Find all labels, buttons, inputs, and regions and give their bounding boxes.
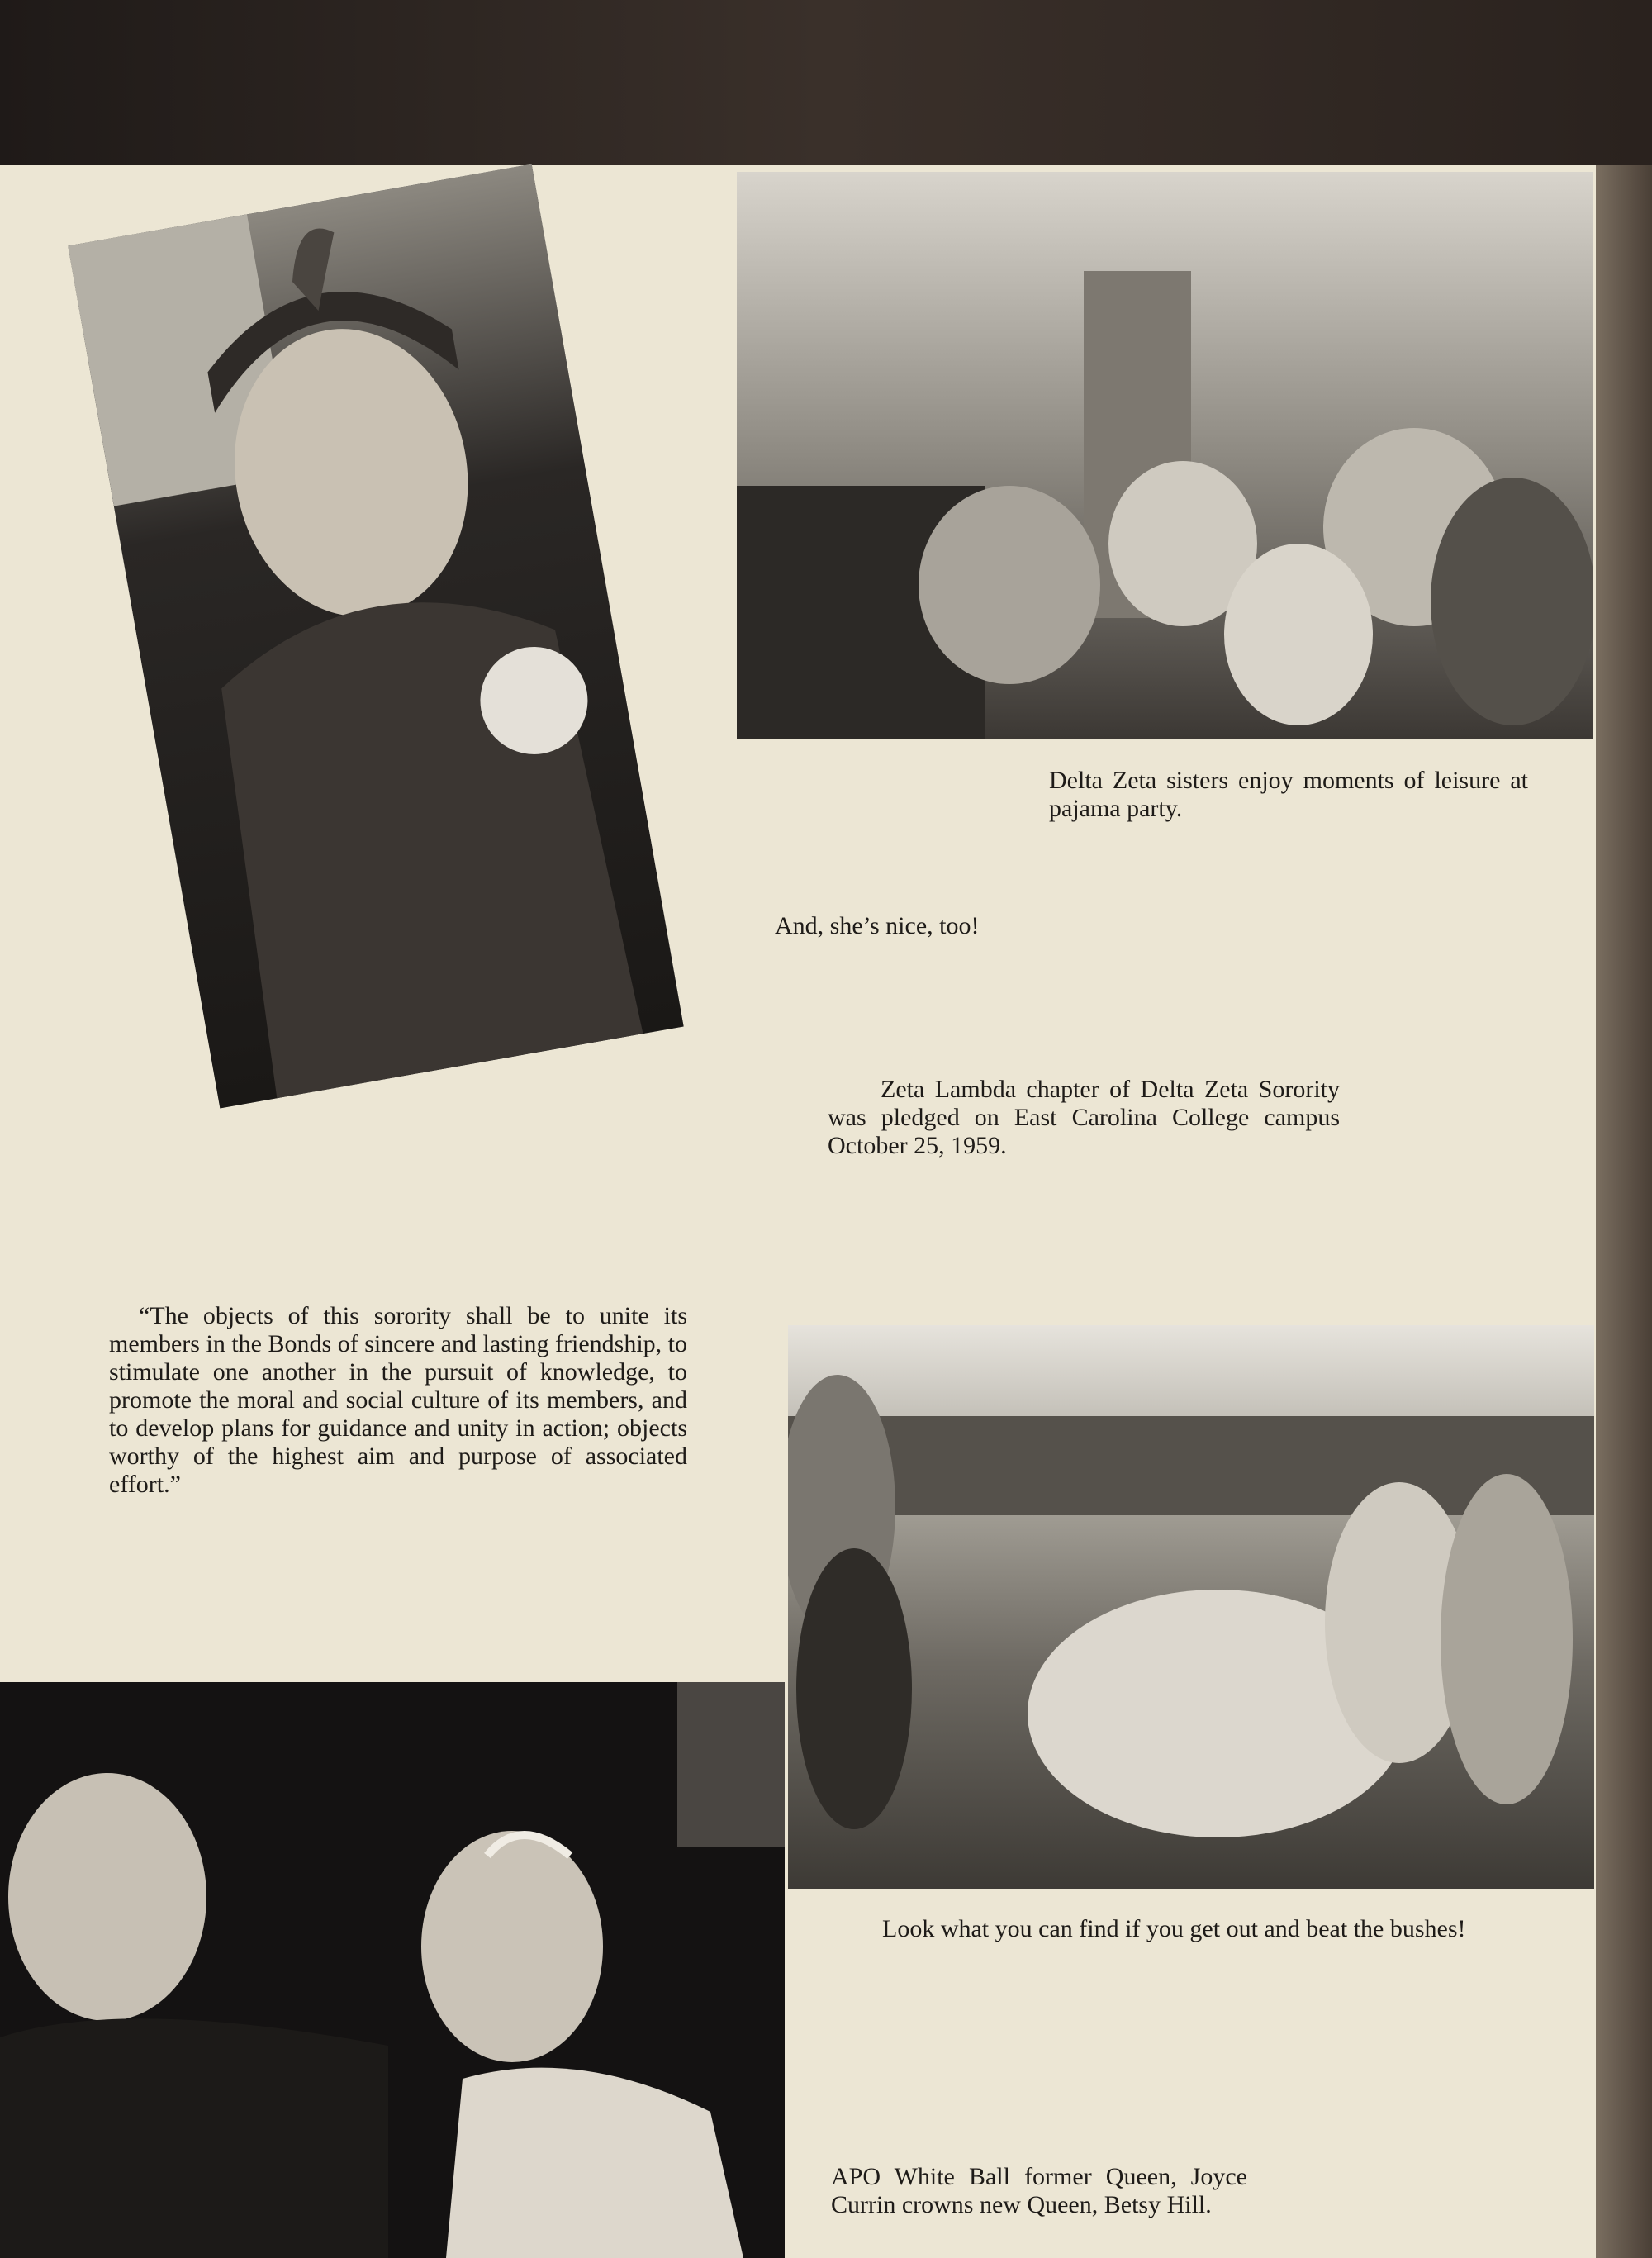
white-ball-photo	[0, 1682, 785, 2258]
nice-caption: And, she’s nice, too!	[775, 912, 980, 939]
chapter-caption: Zeta Lambda chapter of Delta Zeta Sorority was pledged on East Carolina College campus October 25, 1959.	[828, 1076, 1340, 1159]
top-dark-band	[0, 0, 1652, 169]
bushes-photo	[788, 1325, 1594, 1889]
bushes-caption: Look what you can find if you get out and beat the bushes!	[882, 1915, 1466, 1942]
white-ball-caption: APO White Ball former Queen, Joyce Currin crowns new Queen, Betsy Hill.	[831, 2163, 1247, 2218]
pajama-party-photo	[737, 172, 1593, 739]
pajama-party-caption: Delta Zeta sisters enjoy moments of leisure at pajama party.	[1049, 767, 1528, 822]
page-edge-shadow	[1596, 165, 1652, 2258]
objects-quote: “The objects of this sorority shall be to unite its members in the Bonds of sincere and lasting friendship, to stimulate one another in the pursuit of knowledge, to promote the moral and social culture of its members, and to develop plans for guidance and unity in action; objects worthy of the highest aim and purpose of associated effort.”	[109, 1302, 687, 1498]
